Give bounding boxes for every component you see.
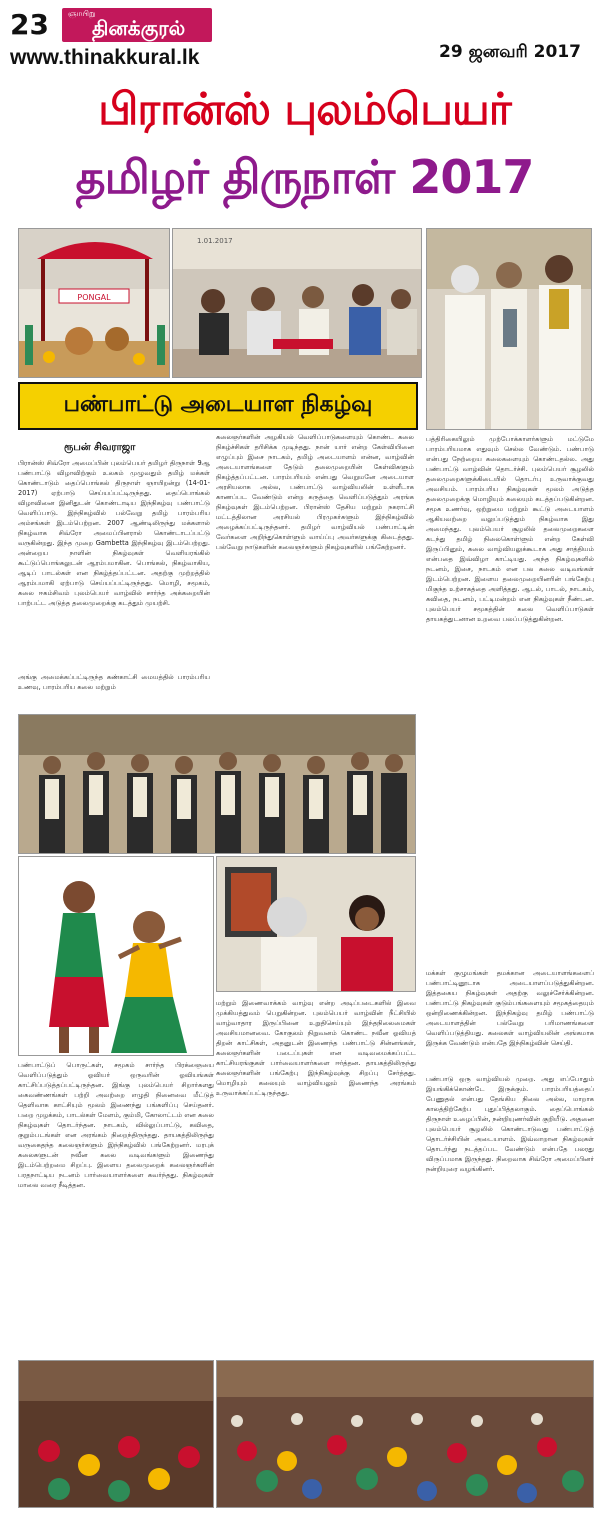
headline-line-1: பிரான்ஸ் புலம்பெயர் [98, 84, 511, 135]
photo-bharatanatyam-dancers [18, 856, 214, 1056]
article-column-4: பண்பாட்டுப் பொருட்கள், சமூகம் சார்ந்த பிரக்ஞையை வெளிப்படுத்தும் ஓவியர் ஒருவரின் ஓவியங்கள் காட்சிப்படுத்தப்பட்டிருந்தன. இங்கு புலம்பெயர் சிறார்களது கைவண்ணங்கள் பற்றி அவற்றை எழுதி நினைவை மீட்டுத் தெளிவாக காட்சியும் மூலம் இணைந்து பங்களிப்பு செய்தனர். பறை முழக்கம், பாடல்கள் மேளம், கும்மி, கோலாட்டம் என கலை நிகழ்வுகள் தொடர்ந்தன. நாடகம், வில்லுப்பாட்டு, கவிதை, குறும்படங்கள் என அரங்கம் நிறைந்திருந்தது. தாயகத்திலிருந்து வருகைதந்த கலைஞர்களும் இந்நிகழ்வில் பங்கேற்றனர். மரபுக் கலைகளுடன் நவீன கலை வடிவங்களும் இணைந்து இடம்பெற்றமை சிறப்பு. இளைய தலைமுறைக் கலைஞர்களின் பரதநாட்டிய நடனம் பார்வையாளர்களை கவர்ந்தது. நிகழ்வுகள் மாலை வரை நீடித்தன. [18, 1061, 214, 1189]
newspaper-logo [62, 8, 212, 42]
photo-crowd-hall [216, 1360, 594, 1508]
logo-tagline: ஞாயிறு [68, 9, 96, 18]
photo-group-dignitaries [18, 714, 416, 854]
photo-audience-seated [172, 228, 422, 378]
caption-banner [18, 382, 418, 430]
photo-stage-performance [18, 1360, 214, 1508]
article-column-1: பிரான்ஸ் சிவ்ரோ அமைப்பின் புலம்பெயர் தமிழர் திருநாள் 9ஆ பண்பாட்டு விழாவிற்கும் உலகம் முழுவதும் தமிழ் மக்கள் கொண்டாடும் தைப்பொங்கல் திருநாள் ஞாயிறன்று (14-01-2017) ஏற்பாடு செய்யப்பட்டிருந்தது. தைப்பொங்கல் விழாவினை இனிதுடன் கொண்டாடிய இந்நிகழ்வு பண்பாட்டு வெளிப்பாடு. இந்நிகழ்வில் பல்வேறு தமிழ் பாரம்பரிய அம்சங்கள் இடம்பெற்றன. 2007 ஆண்டிலிருந்து மக்களால் நிகழ்வாக சிவ்ரோ அமைப்பினரால் கொண்டாடப்பட்டு வருகின்றது. இந்த முறை Gambetta இந்நிகழ்வு இடம்பெற்றது. அன்றைய நாளின் நிகழ்வுகள் வெளியரங்கில் கூட்டுப்பொங்கலுடன் ஆரம்பமாகின. பொங்கல், நிகழ்வாகிய, ஆடிப் பாடல்கள் என நிகழ்த்தப்பட்டன. அதற்கு முற்றத்தில் ஆரம்பமாகி ஏற்பாடு செய்யப்பட்டிருந்தது. மொழி, சமூகம், கலை ஈகம்சிவம் புலம்பெயர் வாழ்வில் சார்ந்த அக்கறையின் பாற்பட்ட அடுத்த தலைமுறைக்கு கடத்தும் முயற்சி. [18, 459, 210, 607]
article-column-2: கலைஞர்களின் அழகியல் வெளிப்பாடுகளையும் கொண்ட கலை நிகழ்ச்சிகள் தரிசிக்க முடிந்தது. நான் யார் என்ற கேள்வியினை எழுப்பும் இசை நாடகம், தமிழ் அடையாளம் என்ன, வாழ்வின் அடையாளங்களை தேடும் தலைமுறையின் கேள்விகளும் நிகழ்த்தப்பட்டன. பாரம்பரியம் என்பது வெறுமனே அடையாள அரசியலாக அல்ல, பண்பாட்டு வாழ்வியலின் உள்ளீடாக காணப்பட வேண்டும் என்ற கருத்தை வெளிப்படுத்தும் அரங்க நிகழ்வுகள் இடம்பெற்றன. பிரான்ஸ் தேசிய மற்றும் நகராட்சி மட்டத்திலான அரசியல் பிரமுகர்களும் இந்நிகழ்வில் அழைக்கப்பட்டிருந்தனர். தமிழர் வாழ்வியல் பண்பாட்டின் வேர்களை அறிந்துகொள்ளும் வாய்ப்பு அவர்களுக்கு கிடைத்தது. பல்வேறு நாடுகளின் கலைஞர்களும் நிகழ்வுகளில் பங்கேற்றனர். [216, 433, 414, 551]
logo-name: தினக்குரல் [92, 16, 186, 40]
article-column-3b: மக்கள் குழுமங்கள் தமக்கான அடையாளங்களைப் பண்பாட்டினூடாக அடையாளப்படுத்துகின்றன. இத்தகைய நிகழ்வுகள் அதற்கு வலுச்சேர்க்கின்றன. பண்பாட்டு நிகழ்வுகள் குடும்பங்களையும் சமூகத்தையும் ஒன்றிணைக்கின்றன. இந்நிகழ்வு தமிழ் பண்பாட்டு அடையாளத்தின் பல்வேறு பரிமாணங்களை வெளிப்படுத்தியது. கலைகள் வாழ்வியலின் அங்கமாக இருக்க வேண்டும் என்பதே இந்நிகழ்வின் செய்தி. [426, 969, 594, 1047]
byline: ரூபன் சிவராஜா [64, 442, 136, 453]
pongal-banner-text: PONGAL [77, 293, 111, 302]
masthead [0, 0, 609, 78]
stage-date-text: 1.01.2017 [197, 237, 233, 245]
article-column-5: மற்றும் இணைவாக்கம் வாழ்வு என்ற அடிப்படைகளில் இவை முக்கியத்துவம் பெறுகின்றன. புலம்பெயர் வாழ்வின் நீட்சியில் வாழ்வாதார இருப்பினை உறுதிசெய்யும் இந்தநிலைமைகள் அவசியமானவை. கோகுலம் நிறுவனம் கொண்ட நவீன ஓவியத் திறன் காட்சிகள், அதனுடன் இணைந்த பண்பாட்டு சின்னங்கள், கலைஞர்களின் படைப்புகள் என வடிவமைக்கப்பட்ட காட்சியரங்குகள் பார்வையாளர்களை ஈர்த்தன. தாயகத்திலிருந்து கலைஞர்களின் பங்கேற்பு இந்நிகழ்வுக்கு சிறப்பு சேர்த்தது. மொழியும் கலையும் வாழ்வியலும் இணைந்த அரங்கம் உருவாக்கப்பட்டிருந்தது. [216, 999, 416, 1097]
article-column-3: பத்திரிகையிலும் முற்போக்காளர்களும் மட்டுமே பாரம்பரியமாக எதுவும் செல்ல வேண்டும். பண்பாடு என்பது நேற்றைய கலைகளையும் கொண்டதல்ல. அது பண்பாட்டு வாழ்வின் தொடர்ச்சி. புலம்பெயர் சூழலில் தலைமுறைகளுக்கிடையில் தொடர்பு உருவாக்குவது அவசியம். பாரம்பரிய நிகழ்வுகள் மூலம் அடுத்த தலைமுறைக்கு மொழியும் கலையும் கடத்தப்படுகின்றன. சமூக உணர்வு, ஒற்றுமை மற்றும் கூட்டு அடையாளம் ஆகியவற்றை வலுப்படுத்தும் நிகழ்வாக இது அமைந்தது. புலம்பெயர் சூழலில் தலைமுறைகளை கடந்து தமிழ் நிலைகொள்ளும் என்ற கேள்வி இருப்பினும், கலை வாழ்வியலுக்கூடாக அது சாத்தியம் என்பதை இவ்விழா காட்டியது. அந்த நிகழ்வுகளில் நடனம், இசை, நாடகம் என பல கலை வடிவங்கள் இடம்பெற்றன. இளைய தலைமுறையினரின் பங்கேற்பு மிகுந்த உற்சாகத்தை அளித்தது. ஆடல், பாடல், நாடகம், கவிதை, நடனம், பட்டிமன்றம் என நிகழ்வுகள் நீண்டன. புலம்பெயர் சமூகத்தின் கலை வெளிப்பாடுகள் தாயகத்துடனான உறவை பலப்படுத்துகின்றன. [426, 435, 594, 623]
photo-art-exhibition [216, 856, 416, 992]
caption-banner-text: பண்பாட்டு அடையாள நிகழ்வு [63, 392, 373, 417]
article-column-6: பண்பாடு ஒரு வாழ்வியல் முறை. அது எப்போதும் இயங்கிக்கொண்டே இருக்கும். பாரம்பரியத்தைப் பேணுதல் என்பது தேங்கிய நிலை அல்ல, மாறாக காலத்திற்கேற்ப புதுப்பித்தலாகும். தைப்பொங்கல் திருநாள் உழைப்பின், நன்றியுணர்வின் குறியீடு. அதனை புலம்பெயர் சூழலில் கொண்டாடுவது பண்பாட்டுத் தொடர்ச்சியின் அடையாளம். இவ்வாறான நிகழ்வுகள் தொடர்ந்து நடத்தப்பட வேண்டும் என்பதே பலரது விருப்பமாக இருந்தது. நிறைவாக சிவ்ரோ அமைப்பினர் நன்றியுரை வழங்கினர். [426, 1075, 594, 1173]
photo-award-presentation [426, 228, 592, 430]
issue-date: 29 ஜனவரி 2017 [439, 42, 581, 62]
page-number: 23 [10, 8, 49, 41]
headline-line-2: தமிழர் திருநாள் 2017 [75, 150, 534, 204]
website-url: www.thinakkural.lk [10, 46, 200, 69]
article-column-1b: அங்கு அமைக்கப்பட்டிருந்த கண்காட்சி மையத்தில் பாரம்பரிய உணவு, பாரம்பரிய கலை மற்றும் [18, 673, 210, 691]
headline [0, 80, 609, 220]
photo-pongal-pot [18, 228, 170, 378]
